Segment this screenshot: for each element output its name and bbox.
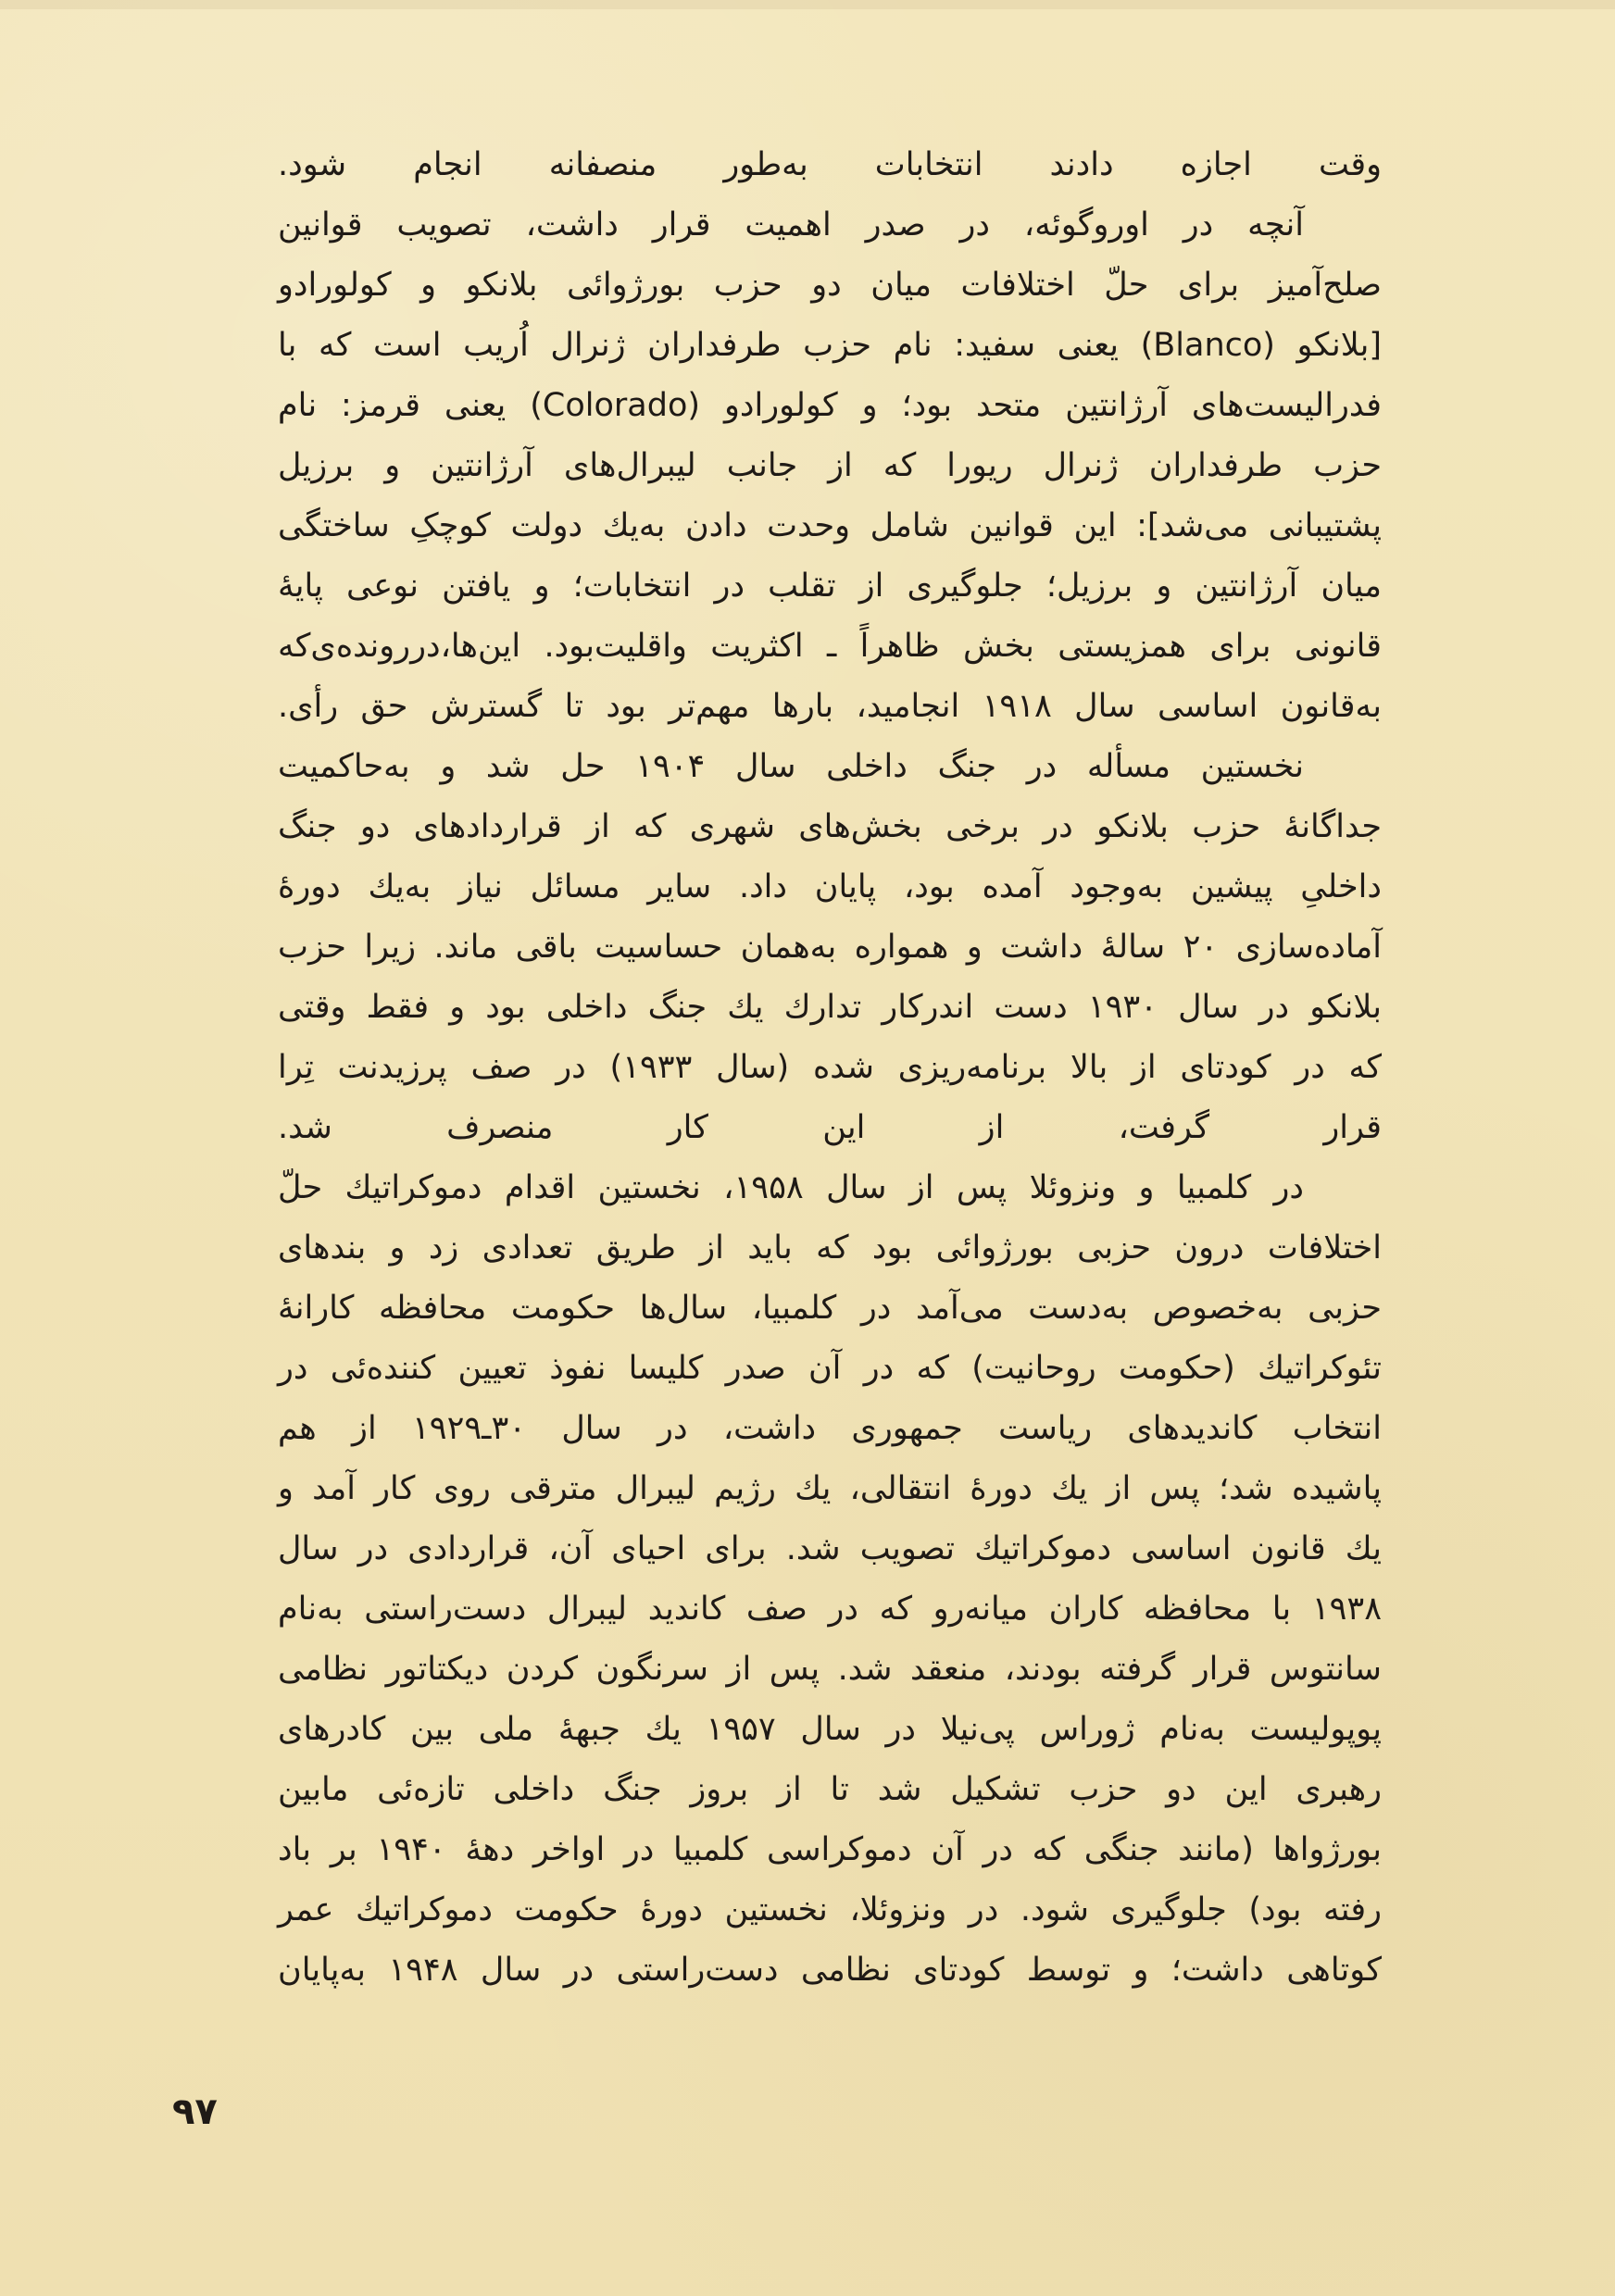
- text-line: در کلمبیا و ونزوئلا پس از سال ۱۹۵۸، نخستین اقدام دموکراتیك حلّ: [278, 1169, 1304, 1206]
- text-line: صلح‌آمیز برای حلّ اختلافات میان دو حزب بورژوائی بلانکو و کولورادو: [278, 267, 1382, 304]
- text-line: میان آرژانتین و برزیل؛ جلوگیری از تقلب در انتخابات؛ و یافتن نوعی پایهٔ: [278, 568, 1382, 605]
- text-line: قانونی برای همزیستی بخش ظاهراً ـ اکثریت واقلیت‌بود. این‌ها،دررونده‌ی‌که: [278, 628, 1382, 665]
- text-line: به‌قانون اساسی سال ۱۹۱۸ انجامید، بارها مهم‌تر بود تا گسترش حق رأی.: [278, 688, 1382, 725]
- text-line: اختلافات درون حزبی بورژوائی بود که باید از طریق تعدادی زد و بندهای: [278, 1229, 1382, 1267]
- text-line: فدرالیست‌های آرژانتین متحد بود؛ و کولورادو (Colorado) یعنی قرمز: نام: [278, 387, 1382, 424]
- text-line: رفته بود) جلوگیری شود. در ونزوئلا، نخستین دورهٔ حکومت دموکراتیك عمر: [278, 1891, 1382, 1928]
- text-line: که در کودتای از بالا برنامه‌ریزی شده (سال ۱۹۳۳) در صف پرزیدنت تِرا: [278, 1049, 1382, 1086]
- body-text: [278, 135, 1382, 2001]
- text-line: پشتیبانی می‌شد]: این قوانین شامل وحدت دادن به‌یك دولت کوچکِ ساختگی: [278, 507, 1382, 544]
- text-line: وقت اجازه دادند انتخابات به‌طور منصفانه انجام شود.: [278, 146, 1382, 183]
- text-line: آنچه در اوروگوئه، در صدر اهمیت قرار داشت، تصویب قوانین: [278, 206, 1304, 243]
- text-line: نخستین مسأله در جنگ داخلی سال ۱۹۰۴ حل شد و به‌حاکمیت: [278, 748, 1304, 785]
- paragraph-2: [278, 195, 1382, 737]
- paragraph-1: [278, 135, 1382, 195]
- text-line: سانتوس قرار گرفته بودند، منعقد شد. پس از سرنگون کردن دیکتاتور نظامی: [278, 1651, 1382, 1688]
- text-line: قرار گرفت، از این کار منصرف شد.: [278, 1109, 1382, 1146]
- paragraph-4: [278, 1158, 1382, 2001]
- text-line: حزبی به‌خصوص به‌دست می‌آمد در کلمبیا، سال‌ها حکومت محافظه کارانهٔ: [278, 1290, 1382, 1327]
- text-line: انتخاب کاندیدهای ریاست جمهوری داشت، در سال ۳۰ـ۱۹۲۹ از هم: [278, 1410, 1382, 1447]
- text-line: [بلانکو (Blanco) یعنی سفید: نام حزب طرفداران ژنرال اُریب است که با: [278, 327, 1382, 364]
- text-line: یك قانون اساسی دموکراتیك تصویب شد. برای احیای آن، قراردادی در سال: [278, 1530, 1382, 1567]
- text-line: پوپولیست به‌نام ژوراس پی‌نیلا در سال ۱۹۵۷ یك جبههٔ ملی بین کادرهای: [278, 1711, 1382, 1748]
- page-edge-shadow: [0, 0, 1615, 9]
- text-line: بورژواها (مانند جنگی که در آن دموکراسی کلمبیا در اواخر دههٔ ۱۹۴۰ بر باد: [278, 1831, 1382, 1868]
- text-line: تئوکراتیك (حکومت روحانیت) که در آن صدر کلیسا نفوذ تعیین کننده‌ئی در: [278, 1350, 1382, 1387]
- text-line: حزب طرفداران ژنرال ریورا که از جانب لیبرال‌های آرژانتین و برزیل: [278, 447, 1382, 484]
- text-line: ۱۹۳۸ با محافظه کاران میانه‌رو که در صف کاندید لیبرال دست‌راستی به‌نام: [278, 1591, 1382, 1628]
- text-line: آماده‌سازی ۲۰ سالهٔ داشت و همواره به‌همان حساسیت باقی ماند. زیرا حزب: [278, 929, 1382, 966]
- text-line: داخلیِ پیشین به‌وجود آمده بود، پایان داد. سایر مسائل نیاز به‌یك دورهٔ: [278, 868, 1382, 905]
- text-line: بلانکو در سال ۱۹۳۰ دست اندرکار تدارك یك جنگ داخلی بود و فقط وقتی: [278, 989, 1383, 1026]
- text-line: کوتاهی داشت؛ و توسط کودتای نظامی دست‌راستی در سال ۱۹۴۸ به‌پایان: [278, 1952, 1382, 1989]
- page-number: ۹۷: [172, 2090, 218, 2133]
- paragraph-3: [278, 737, 1382, 1158]
- text-line: رهبری این دو حزب تشکیل شد تا از بروز جنگ داخلی تازه‌ئی مابین: [278, 1771, 1382, 1808]
- text-line: جداگانهٔ حزب بلانکو در برخی بخش‌های شهری که از قراردادهای دو جنگ: [278, 808, 1382, 845]
- text-line: پاشیده شد؛ پس از یك دورهٔ انتقالی، یك رژیم لیبرال مترقی روی کار آمد و: [278, 1470, 1382, 1507]
